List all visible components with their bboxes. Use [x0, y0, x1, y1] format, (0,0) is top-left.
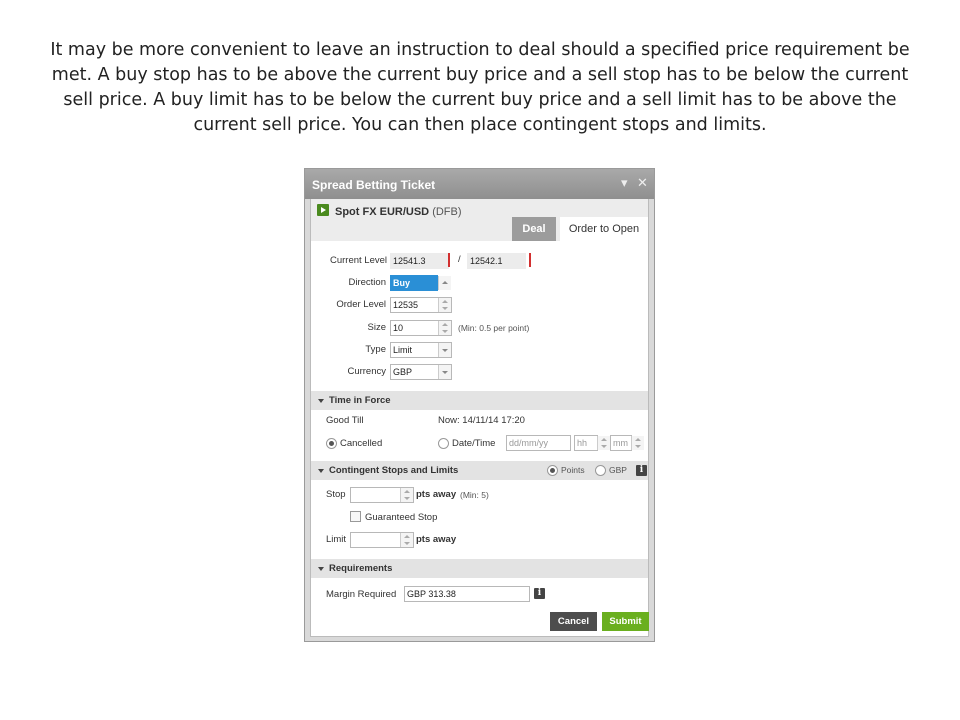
tab-order-to-open[interactable]: Order to Open	[560, 217, 648, 241]
cancelled-radio[interactable]	[326, 438, 337, 449]
sell-price-field: 12541.3	[390, 253, 449, 269]
minute-stepper-icon[interactable]	[631, 436, 644, 450]
date-input[interactable]: dd/mm/yy	[506, 435, 571, 451]
collapse-triangle-icon	[318, 469, 324, 473]
buy-price-marker	[529, 253, 531, 267]
hour-stepper-icon[interactable]	[597, 436, 610, 450]
margin-required-label: Margin Required	[326, 589, 397, 600]
gbp-label: GBP	[609, 465, 627, 475]
stop-label: Stop	[326, 489, 346, 500]
direction-select[interactable]: Buy	[390, 275, 438, 291]
collapse-triangle-icon	[318, 567, 324, 571]
type-label: Type	[365, 344, 386, 355]
now-timestamp: Now: 14/11/14 17:20	[438, 415, 525, 426]
info-icon[interactable]: i	[534, 588, 545, 599]
currency-label: Currency	[347, 366, 386, 377]
chevron-down-icon[interactable]	[438, 365, 451, 379]
order-level-stepper-icon[interactable]	[438, 298, 451, 312]
points-label: Points	[561, 465, 585, 475]
price-separator: /	[458, 254, 461, 265]
size-hint: (Min: 0.5 per point)	[458, 323, 530, 333]
section-title: Requirements	[329, 563, 393, 574]
submit-button[interactable]: Submit	[602, 612, 649, 631]
cancel-button[interactable]: Cancel	[550, 612, 597, 631]
requirements-section-header[interactable]	[311, 559, 648, 578]
hour-input[interactable]: hh	[574, 435, 598, 451]
good-till-label: Good Till	[326, 415, 364, 426]
limit-label: Limit	[326, 534, 347, 545]
guaranteed-stop-label: Guaranteed Stop	[365, 512, 438, 523]
currency-select[interactable]: GBP	[390, 364, 452, 380]
points-radio[interactable]	[547, 465, 558, 476]
time-in-force-section-header[interactable]	[311, 391, 648, 410]
collapse-triangle-icon	[318, 399, 324, 403]
stop-stepper-icon[interactable]	[400, 488, 413, 502]
instruction-caption: It may be more convenient to leave an instruction to deal should a specified price requirement be met. A buy stop has to be above the current buy price and a sell stop has to be below the current sell price. A buy limit has to be below the current buy price and a sell limit has to be above the current sell price. You can then place contingent stops and limits.	[50, 40, 910, 135]
ticket-panel	[310, 199, 649, 637]
stop-pts-away: pts away	[416, 489, 457, 500]
section-title: Contingent Stops and Limits	[329, 465, 459, 476]
section-title: Time in Force	[329, 395, 391, 406]
chevron-down-icon[interactable]	[438, 343, 451, 357]
order-level-label: Order Level	[336, 299, 386, 310]
type-select[interactable]: Limit	[390, 342, 452, 358]
current-level-label: Current Level	[329, 255, 387, 266]
info-icon[interactable]: i	[636, 465, 647, 476]
cancelled-label: Cancelled	[340, 438, 383, 449]
chevron-down-icon[interactable]: ▾	[621, 175, 628, 190]
instrument-header	[311, 199, 648, 241]
stop-min-hint: (Min: 5)	[460, 490, 489, 500]
buy-price-field: 12542.1	[467, 253, 526, 269]
margin-required-field: GBP 313.38	[404, 586, 530, 602]
datetime-radio[interactable]	[438, 438, 449, 449]
direction-label: Direction	[348, 277, 386, 288]
guaranteed-stop-checkbox[interactable]	[350, 511, 361, 522]
size-label: Size	[367, 322, 386, 333]
limit-pts-away: pts away	[416, 534, 457, 545]
size-input[interactable]: 10	[390, 320, 452, 336]
close-icon[interactable]: ✕	[637, 175, 648, 190]
minute-input[interactable]: mm	[610, 435, 632, 451]
play-icon	[317, 204, 329, 216]
gbp-radio[interactable]	[595, 465, 606, 476]
size-stepper-icon[interactable]	[438, 321, 451, 335]
order-level-input[interactable]: 12535	[390, 297, 452, 313]
spread-betting-ticket-window	[304, 168, 655, 642]
limit-stepper-icon[interactable]	[400, 533, 413, 547]
window-title: Spread Betting Ticket	[312, 178, 436, 192]
title-bar[interactable]	[305, 169, 654, 199]
instrument-name: Spot FX EUR/USD (DFB)	[335, 206, 462, 218]
direction-toggle-icon[interactable]	[438, 276, 451, 290]
sell-price-marker	[448, 253, 450, 267]
datetime-label: Date/Time	[452, 438, 496, 449]
tab-deal[interactable]: Deal	[512, 217, 556, 241]
